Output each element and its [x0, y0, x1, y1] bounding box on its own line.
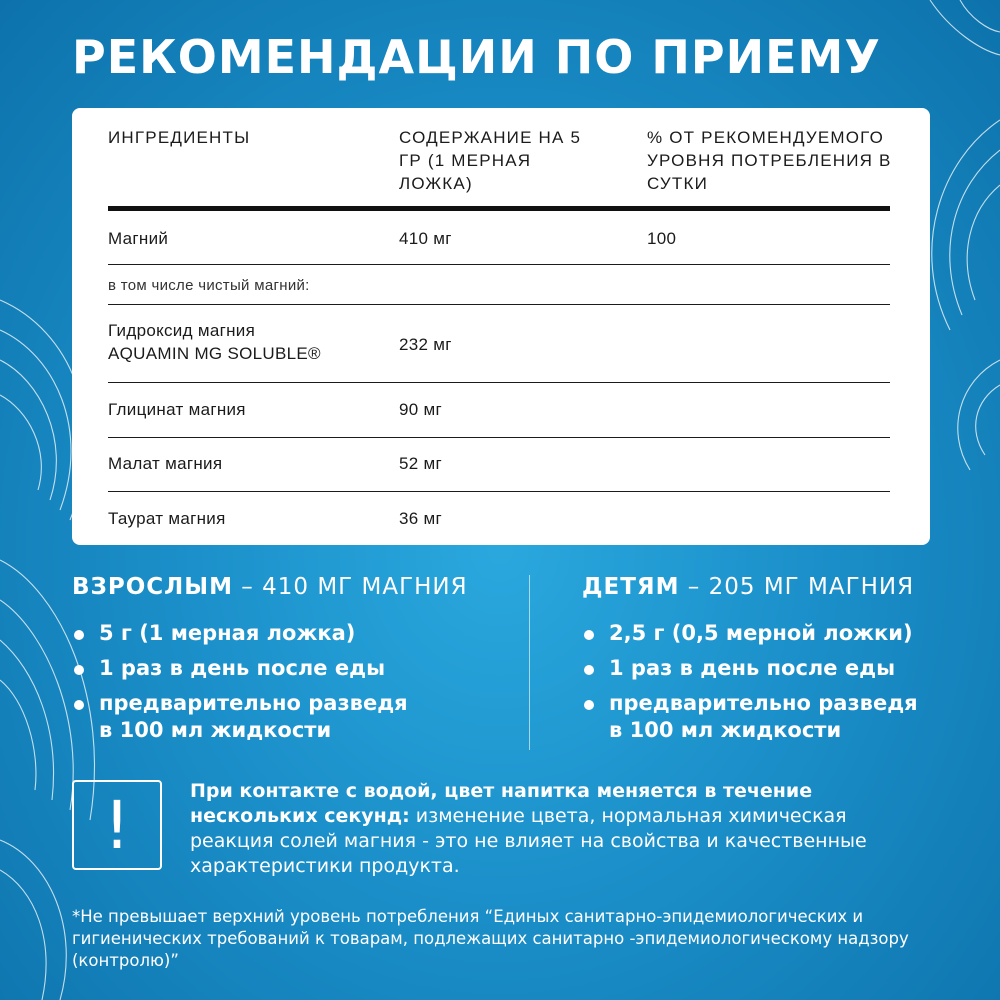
adults-heading	[72, 574, 468, 600]
list-item: 1 раз в день после еды	[72, 655, 408, 682]
header-percent: % ОТ РЕКОМЕНДУЕМОГО УРОВНЯ ПОТРЕБЛЕНИЯ В СУТКИ	[647, 128, 892, 193]
children-heading	[582, 574, 914, 600]
children-dose: – 205 МГ МАГНИЯ	[679, 574, 915, 600]
adults-label: ВЗРОСЛЫМ	[72, 574, 233, 600]
row-glycinate-name: Глицинат магния	[108, 400, 246, 419]
adults-instructions	[72, 620, 408, 752]
row-hydroxide-name-line1: Гидроксид магния	[108, 321, 256, 340]
bullet-icon	[74, 630, 84, 640]
row-hydroxide-name-line2: AQUAMIN MG SOLUBLE®	[108, 344, 321, 363]
bullet-icon	[74, 700, 84, 710]
adults-dose: – 410 МГ МАГНИЯ	[232, 574, 468, 600]
row-hydroxide-name	[108, 319, 321, 365]
bullet-icon	[584, 665, 594, 675]
row-divider	[108, 264, 890, 265]
list-item: 2,5 г (0,5 мерной ложки)	[582, 620, 918, 647]
row-glycinate-amount: 90 мг	[399, 400, 443, 419]
row-taurate-amount: 36 мг	[399, 509, 443, 528]
list-item-continued: в 100 мл жидкости	[99, 718, 332, 742]
children-instructions	[582, 620, 918, 752]
subheading-pure-magnesium: в том числе чистый магний:	[108, 277, 310, 294]
row-hydroxide-amount: 232 мг	[399, 335, 452, 354]
page-title: РЕКОМЕНДАЦИИ ПО ПРИЕМУ	[72, 30, 881, 84]
bullet-icon	[584, 630, 594, 640]
list-item: предварительно разведя	[582, 690, 918, 717]
ingredients-table	[72, 108, 930, 545]
row-taurate-name: Таурат магния	[108, 509, 226, 528]
exclamation-icon: !	[72, 780, 162, 870]
footnote: *Не превышает верхний уровень потребления “Единых санитарно-эпидемиологических и гигиенических требований к товарам, подлежащих санитарно -эпидемиологическому надзору (контролю)”	[72, 907, 909, 970]
row-divider	[108, 304, 890, 305]
children-label: ДЕТЯМ	[582, 574, 680, 600]
row-divider	[108, 382, 890, 383]
shell-right-pattern	[930, 0, 1000, 470]
warning-bold: При контакте с водой, цвет напитка меняется в течение нескольких секунд:	[190, 780, 813, 827]
row-magnesium-amount: 410 мг	[399, 229, 452, 248]
header-divider	[108, 206, 890, 211]
header-content: СОДЕРЖАНИЕ НА 5 ГР (1 МЕРНАЯ ЛОЖКА)	[399, 128, 582, 193]
list-item: 5 г (1 мерная ложка)	[72, 620, 408, 647]
bullet-icon	[74, 665, 84, 675]
list-item: предварительно разведя	[72, 690, 408, 717]
bullet-icon	[584, 700, 594, 710]
row-magnesium-name: Магний	[108, 229, 169, 248]
list-item: 1 раз в день после еды	[582, 655, 918, 682]
row-malate-name: Малат магния	[108, 454, 223, 473]
row-magnesium-percent: 100	[647, 229, 677, 248]
section-divider	[529, 575, 530, 750]
warning-body: изменение цвета, нормальная химическая реакция солей магния - это не влияет на свойства и качественные характеристики продукта.	[190, 805, 867, 877]
row-malate-amount: 52 мг	[399, 454, 443, 473]
row-divider	[108, 437, 890, 438]
list-item-continued: в 100 мл жидкости	[609, 718, 842, 742]
warning-text	[190, 779, 930, 879]
row-divider	[108, 491, 890, 492]
header-ingredients: ИНГРЕДИЕНТЫ	[108, 128, 251, 147]
